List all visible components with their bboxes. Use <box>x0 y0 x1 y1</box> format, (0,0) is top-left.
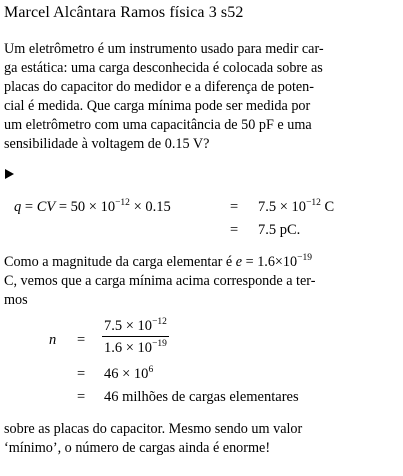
fraction <box>102 318 169 357</box>
conclusion-line: sobre as placas do capacitor. Mesmo sendo um valor <box>4 421 303 437</box>
numerator-text: 7.5 × 10 <box>104 318 153 334</box>
denominator-text: 1.6 × 10 <box>104 340 153 356</box>
triangle-right-icon <box>5 169 14 179</box>
exponent: 6 <box>148 365 154 375</box>
exponent: −19 <box>297 253 312 263</box>
equals-sign: = <box>24 199 34 215</box>
exponent: −12 <box>152 317 167 327</box>
relation-sign: = <box>77 366 86 382</box>
problem-line: ga estática: uma carga desconhecida é colocada sobre as <box>4 60 323 76</box>
var-n <box>49 332 56 349</box>
exponent: −12 <box>306 198 321 208</box>
middle-line <box>4 253 398 272</box>
problem-line: sensibilidade à voltagem de 0.15 V? <box>4 136 210 152</box>
relation-sign: = <box>77 332 86 348</box>
middle-paragraph <box>4 253 398 310</box>
exponent: −19 <box>152 339 167 349</box>
problem-statement <box>4 40 398 154</box>
conclusion-line: ‘mínimo’, o número de cargas ainda é enorme! <box>4 440 271 456</box>
value-mantissa: 46 × 10 <box>104 366 149 382</box>
document-title: Marcel Alcântara Ramos física 3 s52 <box>4 4 244 21</box>
problem-line: cial é medida. Que carga mínima pode ser medida por <box>4 98 311 114</box>
problem-line: um eletrômetro com uma capacitância de 50 pF e uma <box>4 117 312 133</box>
conclusion-paragraph <box>4 420 398 458</box>
relation-sign: = <box>230 199 239 215</box>
fraction-bar <box>102 336 169 337</box>
var-q: q <box>14 199 22 215</box>
relation-sign: = <box>230 222 239 238</box>
problem-line: Um eletrômetro é um instrumento usado para medir car- <box>4 41 324 57</box>
var-e: e <box>235 254 243 270</box>
exponent: −12 <box>115 198 130 208</box>
result-mantissa: 7.5 × 10 <box>258 199 307 215</box>
middle-text: Como a magnitude da carga elementar é <box>4 254 233 270</box>
value-46-million: 46 milhões de cargas elementares <box>104 389 299 405</box>
middle-line: mos <box>4 292 28 308</box>
middle-value: = 1.6×10 <box>245 254 298 270</box>
value-46e6 <box>104 366 153 383</box>
expr-50e-12: = 50 × 10 <box>58 199 116 215</box>
middle-line: C, vemos que a carga mínima acima corresponde a ter- <box>4 273 316 289</box>
fraction-numerator <box>102 318 169 335</box>
expr-015: × 0.15 <box>133 199 171 215</box>
problem-line: placas do capacitor do medidor e a diferença de poten- <box>4 79 315 95</box>
relation-sign: = <box>77 389 86 405</box>
result-coulomb <box>258 199 334 216</box>
unit-c: C <box>324 199 335 215</box>
equation-charge <box>14 199 171 216</box>
var-cv: CV <box>36 199 56 215</box>
var-n-label: n <box>49 332 57 348</box>
fraction-denominator <box>102 340 169 357</box>
result-pc: 7.5 pC. <box>258 222 301 238</box>
